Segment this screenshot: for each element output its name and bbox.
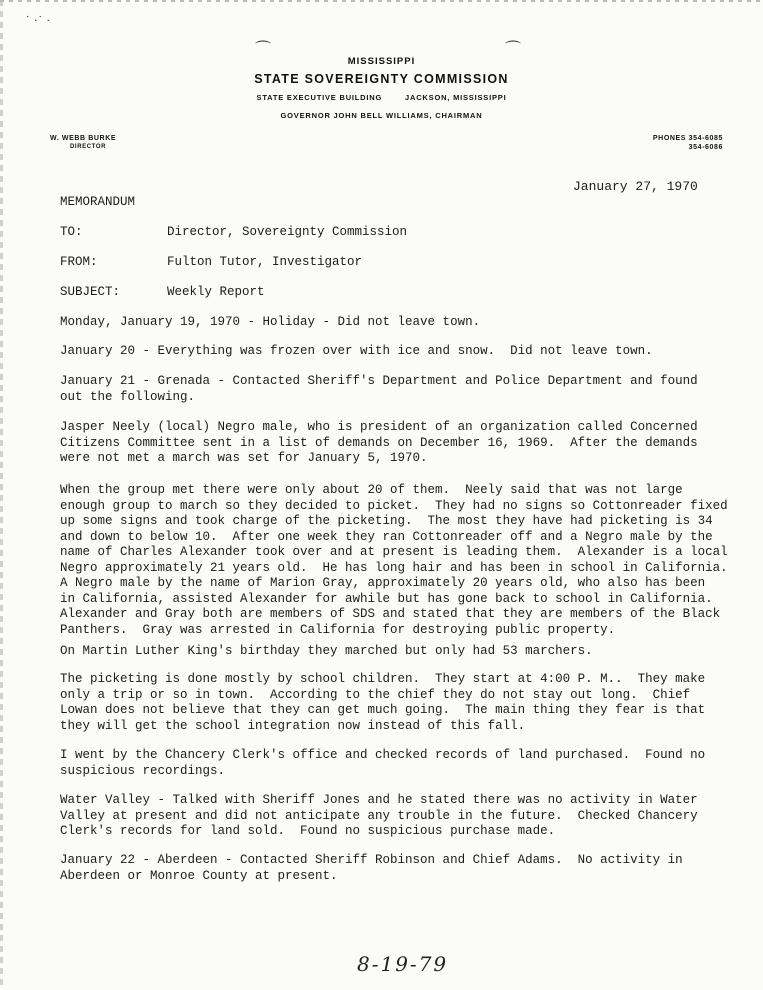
director-name: W. WEBB BURKE bbox=[50, 135, 117, 142]
director-block bbox=[50, 134, 116, 152]
to-label: TO: bbox=[60, 225, 83, 239]
letterhead-state: MISSISSIPPI bbox=[347, 56, 416, 67]
to-row bbox=[60, 225, 408, 239]
memo-label: MEMORANDUM bbox=[60, 195, 136, 209]
paragraph-school-children: The picketing is done mostly by school children. They start at 4:00 P. M.. They make only a trip or so in town. According to the chief they do not stay out long. Chief Lowan does not believe that they can get much going. The main thing they fear is that they will get the school integration now instead of this fall. bbox=[60, 672, 706, 733]
phones-block bbox=[653, 134, 723, 152]
scan-edge-top bbox=[0, 0, 763, 2]
subject-value: Weekly Report bbox=[167, 285, 265, 299]
phone-2: 354-6086 bbox=[688, 144, 723, 151]
handwritten-note: 8-19-79 bbox=[357, 952, 449, 976]
letterhead-city: JACKSON, MISSISSIPPI bbox=[405, 93, 507, 102]
letterhead-governor: GOVERNOR JOHN BELL WILLIAMS, CHAIRMAN bbox=[280, 111, 483, 120]
paragraph-neely: Jasper Neely (local) Negro male, who is president of an organization called Concerned Citizens Committee sent in a list of demands on December 16, 1969. After the demands were not met a march was set for January 5, 1970. bbox=[60, 420, 698, 465]
letterhead-mark-right: ⌒ bbox=[505, 39, 522, 58]
paragraph-water-valley: Water Valley - Talked with Sheriff Jones and he stated there was no activity in Water Valley at present and did not anticipate any trouble in the future. Checked Chancery Clerk's records for land sold. Found no suspicious purchase made. bbox=[60, 793, 698, 838]
scan-edge-left bbox=[0, 0, 3, 990]
subject-label: SUBJECT: bbox=[60, 285, 121, 299]
from-row bbox=[60, 255, 363, 269]
paragraph-chancery-clerk: I went by the Chancery Clerk's office and checked records of land purchased. Found no suspicious recordings. bbox=[60, 748, 706, 778]
letterhead-mark-left: ⌒ bbox=[255, 39, 272, 58]
director-title: DIRECTOR bbox=[70, 144, 107, 150]
paragraph-mlk-birthday: On Martin Luther King's birthday they marched but only had 53 marchers. bbox=[60, 644, 593, 658]
paragraph-aberdeen: January 22 - Aberdeen - Contacted Sheriff Robinson and Chief Adams. No activity in Aberdeen or Monroe County at present. bbox=[60, 853, 683, 883]
to-value: Director, Sovereignty Commission bbox=[167, 225, 408, 239]
from-value: Fulton Tutor, Investigator bbox=[167, 255, 363, 269]
letterhead-building: STATE EXECUTIVE BUILDING bbox=[256, 93, 383, 102]
paragraph-picketing-group: When the group met there were only about 20 of them. Neely said that was not large enough group to march so they decided to picket. They had no signs so Cottonreader fixed up some signs and took charge of the picketing. The most they have had picketing is 34 and down to below 10. After one week they ran Cottonreader off and a Negro male by the name of Charles Alexander took over and at present is leading them. Alexander is a local Negro approximately 21 years old. He has long hair and has been in school in California. A Negro male by the name of Marion Gray, approximately 20 years old, who also has been in California, assisted Alexander for awhile but has gone back to school in California. Alexander and Gray both are members of SDS and stated that they are members of the Black Panthers. Gray was arrested in California for destroying public property. bbox=[60, 483, 728, 637]
paragraph-jan-19: Monday, January 19, 1970 - Holiday - Did not leave town. bbox=[60, 315, 481, 329]
from-label: FROM: bbox=[60, 255, 98, 269]
letterhead-address bbox=[0, 93, 763, 102]
paragraph-jan-21: January 21 - Grenada - Contacted Sheriff's Department and Police Department and found out the following. bbox=[60, 374, 698, 404]
subject-row bbox=[60, 285, 265, 299]
memo-date: January 27, 1970 bbox=[573, 179, 698, 194]
paragraph-jan-20: January 20 - Everything was frozen over with ice and snow. Did not leave town. bbox=[60, 344, 653, 358]
phones-label: PHONES 354-6085 bbox=[652, 135, 723, 142]
letterhead-agency: STATE SOVEREIGNTY COMMISSION bbox=[254, 72, 509, 86]
scan-specks: ˙ ·˙ · bbox=[25, 14, 50, 27]
